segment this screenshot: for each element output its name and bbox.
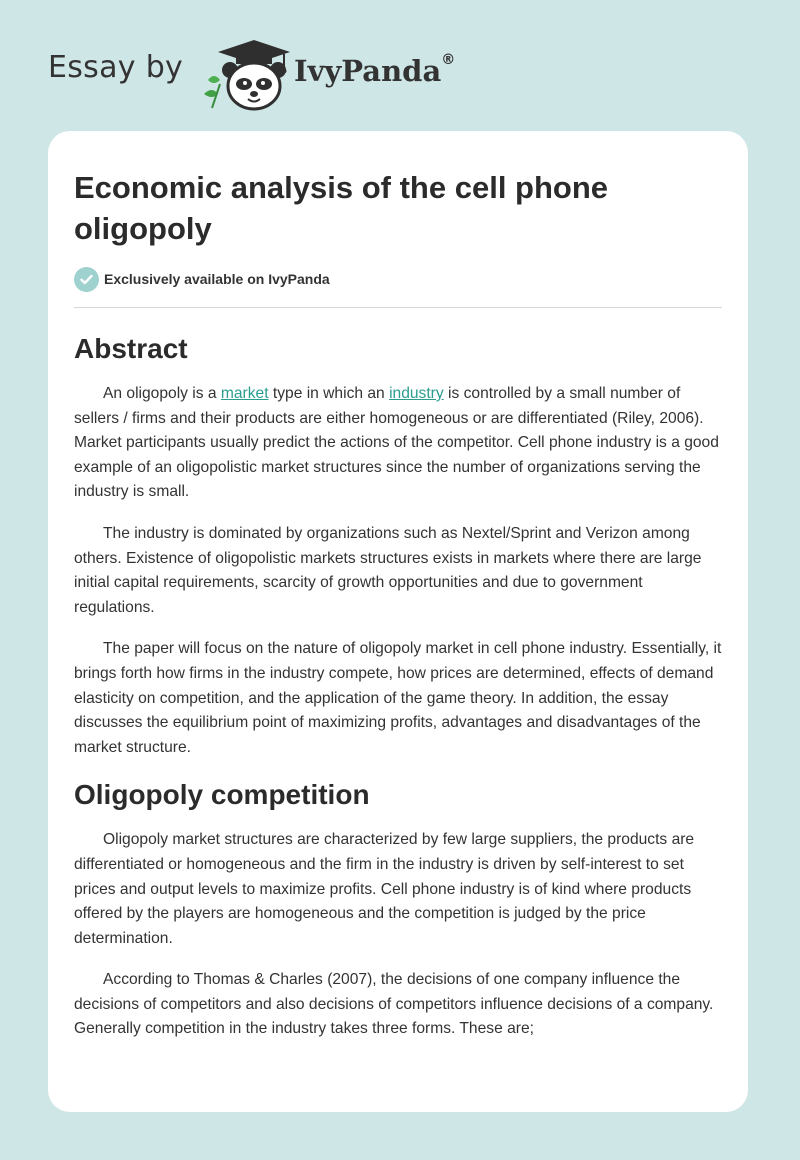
brand-name-text: IvyPanda (294, 54, 442, 88)
abstract-paragraph-3: The paper will focus on the nature of oligopoly market in cell phone industry. Essentially, it brings forth how firms in the industry compete, how prices are determined, effects of demand elasticity on competition, and the application of the game theory. In addition, the essay discusses the equilibrium point of maximizing profits, advantages and disadvantages of the market structure. (74, 640, 722, 756)
page-title: Economic analysis of the cell phone oligopoly (74, 170, 609, 246)
site-header (48, 36, 748, 112)
abstract-paragraph-2: The industry is dominated by organizations such as Nextel/Sprint and Verizon among others. Existence of oligopolistic markets structures exists in markets where there are large initial capital requirements, scarcity of growth opportunities and due to government regulations. (74, 524, 702, 616)
panda-graduate-icon[interactable] (200, 36, 294, 112)
registered-mark: ® (441, 52, 456, 68)
abstract-paragraph-1 (74, 382, 722, 505)
divider (74, 307, 722, 308)
market-link[interactable]: market (220, 385, 269, 402)
text-segment: type in which an (268, 385, 390, 402)
essay-by-label: Essay by (48, 50, 184, 85)
section-heading-oligopoly-competition: Oligopoly competition (74, 779, 370, 811)
competition-paragraph-2: According to Thomas & Charles (2007), the decisions of one company influence the decisions of competitors and also decisions of competitors influence decisions of a company. Generally competition in the industry takes three forms. These are; (74, 971, 714, 1038)
brand-name[interactable] (294, 54, 455, 88)
industry-link[interactable]: industry (389, 385, 444, 402)
exclusive-label: Exclusively available on IvyPanda (104, 271, 330, 287)
text-segment: An oligopoly is a (103, 385, 221, 402)
competition-paragraph-1: Oligopoly market structures are characterized by few large suppliers, the products are differentiated or homogeneous and the firm in the industry is driven by self-interest to set prices and output levels to maximize profits. Cell phone industry is of kind where products offered by the players are homogeneous and the competition is judged by the price determination. (74, 831, 695, 947)
essay-card (48, 131, 748, 1112)
section-heading-abstract: Abstract (74, 333, 188, 364)
exclusive-badge (74, 265, 722, 293)
check-icon (74, 267, 99, 292)
text-segment: is controlled by a small number of sellers / firms and their products are either homogeneous or are differentiated (Riley, 2006). Market participants usually predict the actions of the competitor. Cell phone industry is a good example of an oligopolistic market structures since the number of organizations serving the industry is small. (74, 385, 719, 501)
